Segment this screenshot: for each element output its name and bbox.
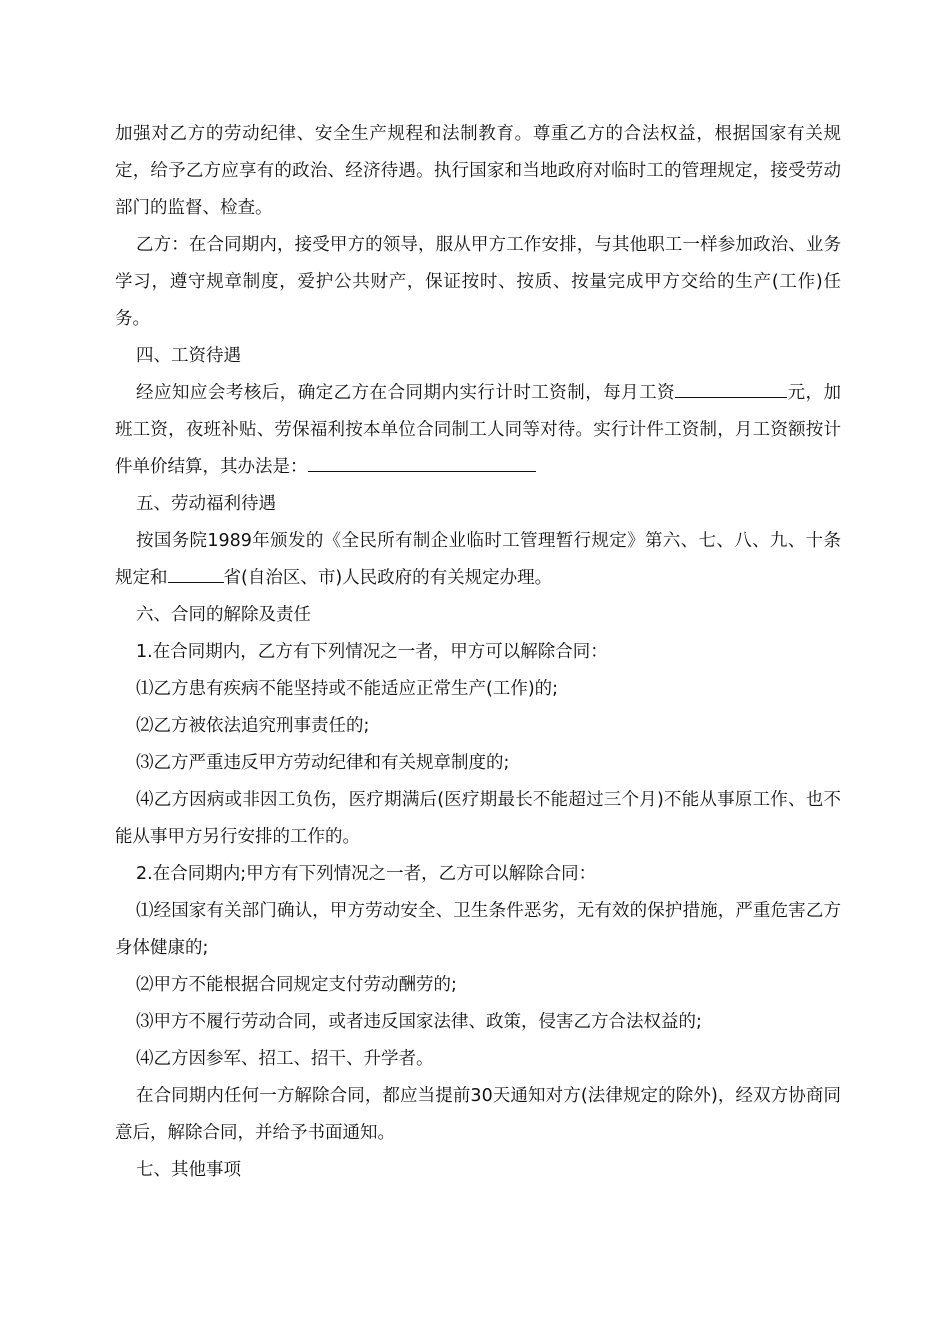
paragraph-wages — [115, 375, 841, 486]
clause-item: ⑵甲方不能根据合同规定支付劳动酬劳的; — [136, 975, 457, 995]
wages-text-a: 经应知应会考核后，确定乙方在合同期内实行计时工资制，每月工资 — [136, 383, 676, 403]
paragraph-employer-duties: 加强对乙方的劳动纪律、安全生产规程和法制教育。尊重乙方的合法权益，根据国家有关规定，给予乙方应享有的政治、经济待遇。执行国家和当地政府对临时工的管理规定，接受劳动部门的监督、检查。 — [115, 124, 841, 218]
section-heading-other-matters: 七、其他事项 — [136, 1160, 241, 1180]
section-heading-wages: 四、工资待遇 — [136, 346, 241, 366]
wages-text-b: 元，加班工资，夜班补贴、劳保福利按本单位合同制工人同等对待。实行计件工资制，月工资额按计件单价结算，其办法是： — [115, 383, 842, 477]
paragraph-welfare — [115, 523, 841, 597]
paragraph-notice-period: 在合同期内任何一方解除合同，都应当提前30天通知对方(法律规定的除外)，经双方协商同意后，解除合同，并给予书面通知。 — [115, 1086, 841, 1143]
clause-employee-termination: 2.在合同期内;甲方有下列情况之一者，乙方可以解除合同： — [136, 864, 597, 884]
clause-item: ⑷乙方因参军、招工、招干、升学者。 — [136, 1049, 434, 1069]
monthly-wage-blank-line — [675, 376, 787, 398]
province-blank-line — [168, 561, 224, 583]
paragraph-employee-duties: 乙方：在合同期内，接受甲方的领导，服从甲方工作安排，与其他职工一样参加政治、业务学习，遵守规章制度，爱护公共财产，保证按时、按质、按量完成甲方交给的生产(工作)任务。 — [115, 235, 841, 329]
clause-item: ⑵乙方被依法追究刑事责任的; — [136, 716, 370, 736]
clause-item: ⑷乙方因病或非因工负伤，医疗期满后(医疗期最长不能超过三个月)不能从事原工作、也不能从事甲方另行安排的工作的。 — [115, 790, 841, 847]
document-body — [115, 116, 841, 1189]
welfare-text-a: 按国务院1989年颁发的《全民所有制企业临时工管理暂行规定》第六、七、八、九、十条规定和 — [115, 531, 841, 588]
section-heading-termination: 六、合同的解除及责任 — [136, 605, 311, 625]
clause-item: ⑴经国家有关部门确认，甲方劳动安全、卫生条件恶劣，无有效的保护措施，严重危害乙方身体健康的; — [115, 901, 841, 958]
clause-item: ⑴乙方患有疾病不能坚持或不能适应正常生产(工作)的; — [136, 679, 559, 699]
clause-item: ⑶甲方不履行劳动合同，或者违反国家法律、政策，侵害乙方合法权益的; — [136, 1012, 702, 1032]
clause-item: ⑶乙方严重违反甲方劳动纪律和有关规章制度的; — [136, 753, 510, 773]
clause-employer-termination: 1.在合同期内，乙方有下列情况之一者，甲方可以解除合同： — [136, 642, 608, 662]
piecework-method-blank-line — [308, 450, 536, 472]
welfare-text-b: 省(自治区、市)人民政府的有关规定办理。 — [223, 568, 553, 588]
section-heading-welfare: 五、劳动福利待遇 — [136, 494, 276, 514]
